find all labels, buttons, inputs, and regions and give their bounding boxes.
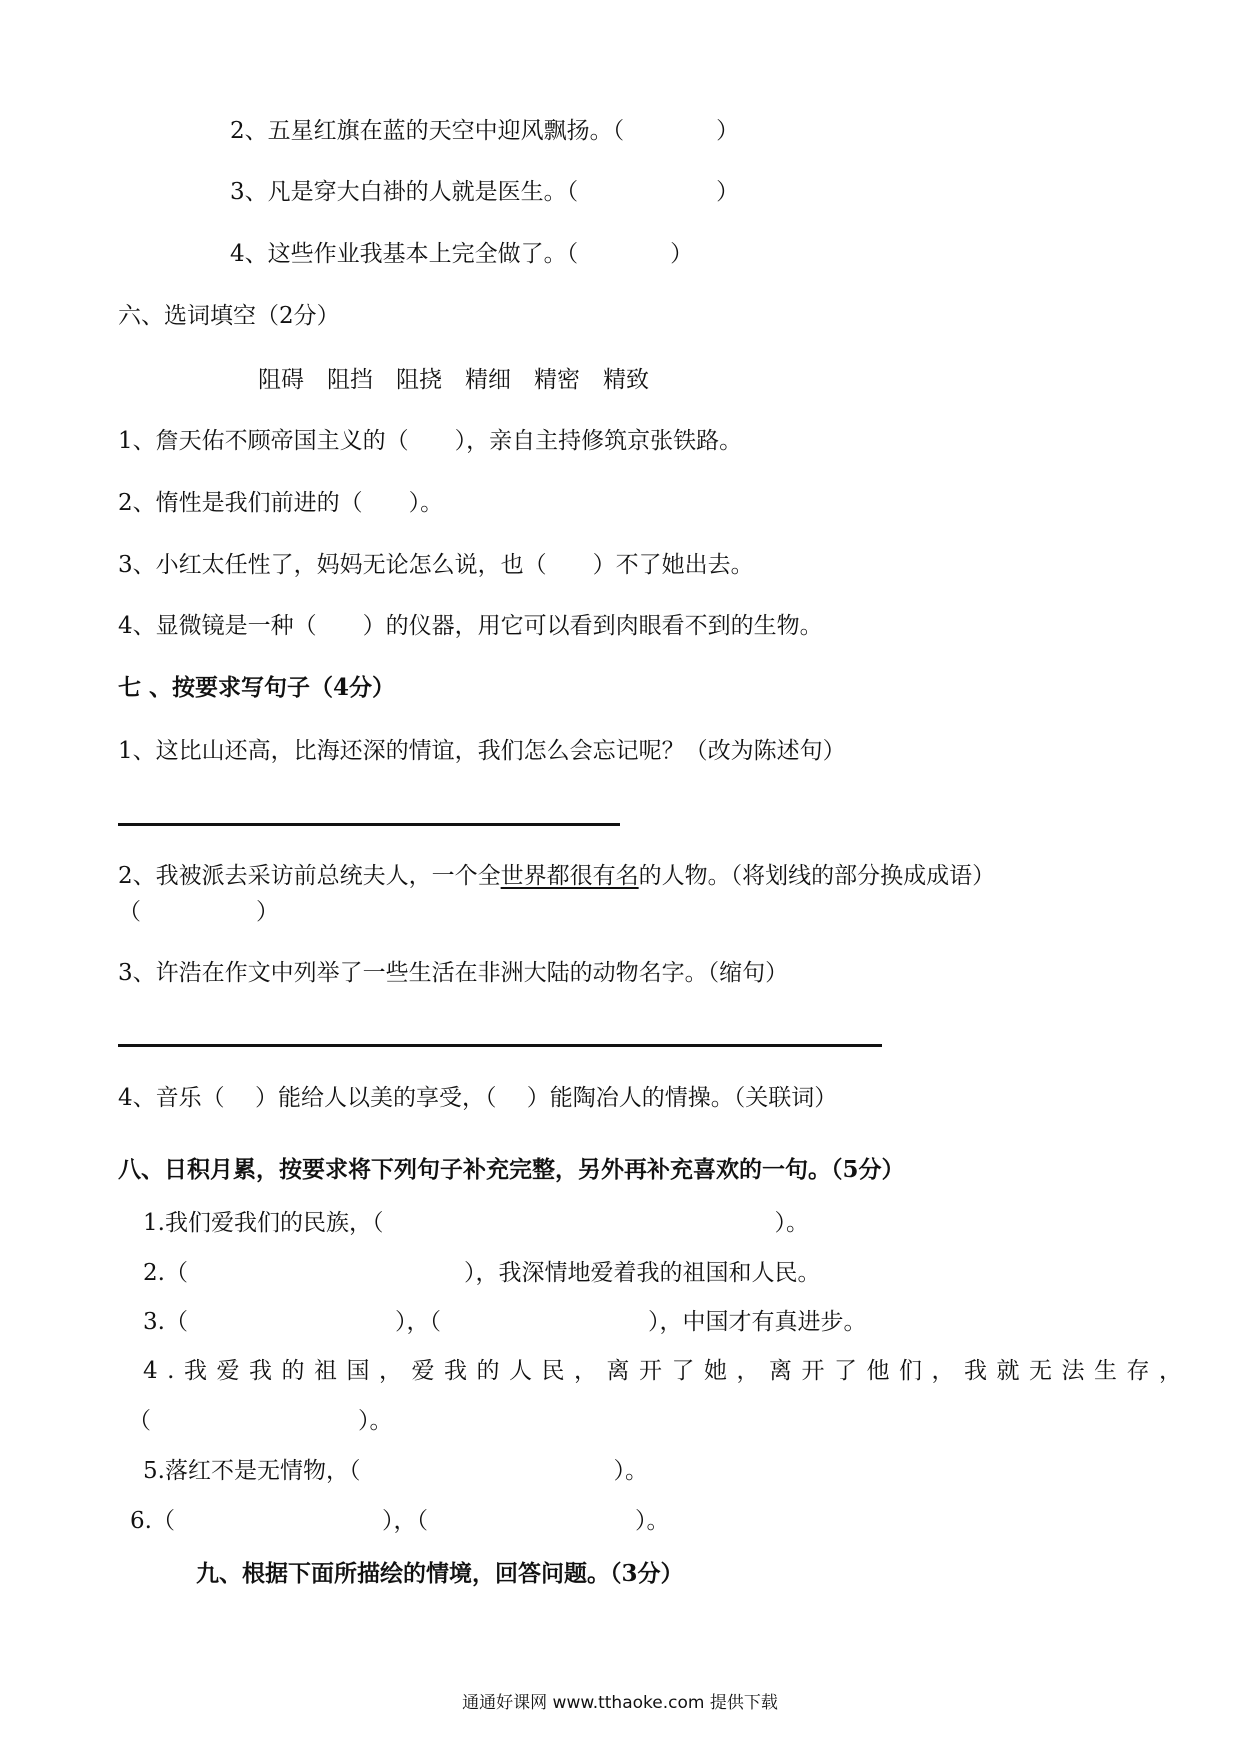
section8-item-2: 2.（ ），我深情地爱着我的祖国和人民。 <box>143 1260 821 1286</box>
section7-item-2-after: 的人物。（将划线的部分换成成语） <box>638 863 996 889</box>
section7-item-2-blank: （ ） <box>118 899 279 925</box>
section6-item-4: 4、显微镜是一种（ ）的仪器，用它可以看到肉眼看不到的生物。 <box>118 613 823 639</box>
section6-item-2: 2、惰性是我们前进的（ ）。 <box>118 490 444 516</box>
section6-item-1: 1、詹天佑不顾帝国主义的（ ），亲自主持修筑京张铁路。 <box>118 428 743 454</box>
section8-item-3: 3.（ ），（ ），中国才有真进步。 <box>143 1309 867 1335</box>
section7-item-2-before: 2、我被派去采访前总统夫人，一个全 <box>118 863 501 889</box>
section5-item-4: 4、这些作业我基本上完全做了。（ ） <box>230 241 694 267</box>
section6-word-bank: 阻碍 阻挡 阻挠 精细 精密 精致 <box>258 367 649 393</box>
section6-title: 六、选词填空（2分） <box>118 303 340 329</box>
section6-item-3: 3、小红太任性了，妈妈无论怎么说，也（ ）不了她出去。 <box>118 552 754 578</box>
answer-line-2 <box>118 1044 882 1047</box>
answer-line-1 <box>118 823 620 826</box>
section9-title: 九、根据下面所描绘的情境，回答问题。（3分） <box>196 1560 684 1587</box>
section8-item-5: 5.落红不是无情物，（ ）。 <box>143 1458 648 1484</box>
section8-item-4-cont: （ ）。 <box>128 1408 393 1434</box>
section7-item-4: 4、音乐（ ）能给人以美的享受，（ ）能陶冶人的情操。（关联词） <box>118 1085 838 1111</box>
section5-item-2: 2、五星红旗在蓝的天空中迎风飘扬。（ ） <box>230 118 740 144</box>
underlined-phrase: 世界都很有名 <box>500 863 639 889</box>
section7-item-1: 1、这比山还高，比海还深的情谊，我们怎么会忘记呢？（改为陈述句） <box>118 738 846 764</box>
section8-item-4: 4.我爱我的祖国，爱我的人民，离开了她，离开了他们，我就无法生存， <box>143 1358 1192 1384</box>
section8-title: 八、日积月累，按要求将下列句子补充完整，另外再补充喜欢的一句。（5分） <box>118 1156 905 1183</box>
section8-item-1: 1.我们爱我们的民族，（ ）。 <box>143 1210 809 1236</box>
section7-title: 七 、按要求写句子（4分） <box>118 674 396 701</box>
section8-item-6: 6.（ ），（ ）。 <box>130 1508 670 1534</box>
footer-text: 通通好课网 www.tthaoke.com 提供下载 <box>462 1693 778 1713</box>
section7-item-3: 3、许浩在作文中列举了一些生活在非洲大陆的动物名字。（缩句） <box>118 960 789 986</box>
section5-item-3: 3、凡是穿大白褂的人就是医生。（ ） <box>230 179 740 205</box>
section7-item-2 <box>118 860 995 892</box>
